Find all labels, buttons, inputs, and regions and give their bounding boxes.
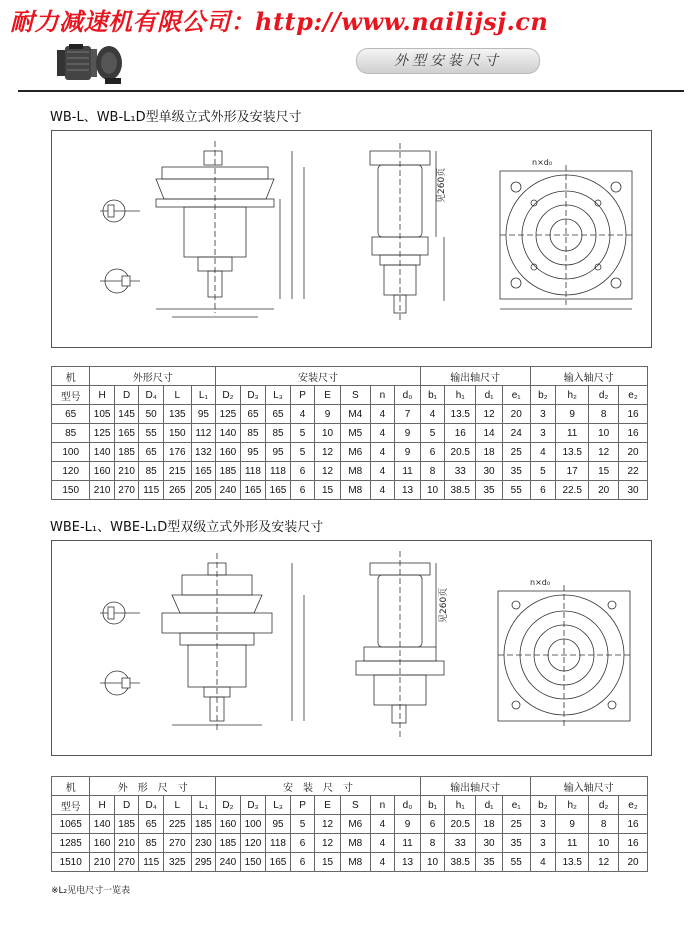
group-header-cell: 外 形 尺 寸 xyxy=(90,777,216,796)
table-cell: 12 xyxy=(315,462,341,481)
table-row xyxy=(52,462,648,481)
table-cell: 16 xyxy=(619,424,648,443)
table-cell: 4 xyxy=(420,405,445,424)
column-header-cell: b₁ xyxy=(420,386,445,405)
table-cell: 6 xyxy=(290,462,315,481)
table-cell: 4 xyxy=(370,834,395,853)
table-cell: 265 xyxy=(163,481,191,500)
table-cell: 225 xyxy=(163,815,191,834)
table-cell: 4 xyxy=(370,462,395,481)
table-row xyxy=(52,834,648,853)
table-cell: 165 xyxy=(266,481,291,500)
table-cell: 100 xyxy=(52,443,90,462)
section-1-drawing xyxy=(51,130,652,348)
table-cell: 20.5 xyxy=(445,443,476,462)
table-cell: M8 xyxy=(340,462,370,481)
table-cell: 17 xyxy=(556,462,589,481)
section-1-spec-table xyxy=(51,366,648,500)
table-cell: 210 xyxy=(90,853,115,872)
table-cell: 210 xyxy=(90,481,115,500)
column-header-cell: D xyxy=(114,796,139,815)
table-cell: 25 xyxy=(502,443,530,462)
section-2-title: WBE-L₁、WBE-L₁D型双级立式外形及安装尺寸 xyxy=(50,520,324,535)
table-cell: 3 xyxy=(530,424,556,443)
group-header-row xyxy=(52,777,648,796)
column-header-cell: L₃ xyxy=(266,386,291,405)
section-2-spec-table xyxy=(51,776,648,872)
table-cell: 185 xyxy=(216,462,241,481)
column-header-cell: d₁ xyxy=(476,796,503,815)
table-cell: 11 xyxy=(395,462,421,481)
table-cell: 270 xyxy=(114,481,139,500)
table-cell: 16 xyxy=(445,424,476,443)
table-row xyxy=(52,853,648,872)
footnote: ※L₂见电尺寸一览表 xyxy=(51,886,131,896)
table-cell: 95 xyxy=(266,443,291,462)
table-cell: 9 xyxy=(395,815,421,834)
table-cell: 125 xyxy=(216,405,241,424)
column-header-cell: d₀ xyxy=(395,386,421,405)
table-cell: 85 xyxy=(139,462,164,481)
table-cell: 240 xyxy=(216,853,241,872)
table-cell: 33 xyxy=(445,834,476,853)
table-cell: 10 xyxy=(420,481,445,500)
group-header-cell: 输出轴尺寸 xyxy=(420,777,530,796)
column-header-cell: d₁ xyxy=(476,386,503,405)
table-cell: 115 xyxy=(139,853,164,872)
table-cell: 11 xyxy=(395,834,421,853)
table-cell: 10 xyxy=(420,853,445,872)
table-cell: 325 xyxy=(163,853,191,872)
column-header-cell: L xyxy=(163,386,191,405)
table-cell: 4 xyxy=(370,405,395,424)
table-cell: 65 xyxy=(52,405,90,424)
column-header-cell: P xyxy=(290,796,315,815)
column-header-cell: b₂ xyxy=(530,796,556,815)
table-cell: 6 xyxy=(290,853,315,872)
table-cell: 85 xyxy=(139,834,164,853)
section-1-title: WB-L、WB-L₁D型单级立式外形及安装尺寸 xyxy=(50,110,302,125)
table-cell: 65 xyxy=(139,443,164,462)
column-header-cell: e₁ xyxy=(502,386,530,405)
column-header-cell: H xyxy=(90,796,115,815)
table-row xyxy=(52,443,648,462)
table-cell: 7 xyxy=(395,405,421,424)
column-header-cell: L₃ xyxy=(266,796,291,815)
table-row xyxy=(52,481,648,500)
table-cell: 55 xyxy=(502,853,530,872)
table-row xyxy=(52,424,648,443)
table-cell: 5 xyxy=(530,462,556,481)
group-header-cell: 输入轴尺寸 xyxy=(530,777,647,796)
column-header-cell: D₃ xyxy=(240,796,266,815)
table-cell: 6 xyxy=(420,815,445,834)
column-header-cell: h₂ xyxy=(556,796,589,815)
table-cell: 20 xyxy=(589,481,619,500)
table-cell: 4 xyxy=(370,481,395,500)
table-cell: 140 xyxy=(90,443,115,462)
table-cell: 35 xyxy=(476,853,503,872)
header-rule xyxy=(18,90,684,92)
table-cell: 12 xyxy=(589,853,619,872)
table-cell: 240 xyxy=(216,481,241,500)
table-cell: 140 xyxy=(90,815,115,834)
table-cell: 270 xyxy=(163,834,191,853)
table-row xyxy=(52,405,648,424)
table-cell: 10 xyxy=(589,424,619,443)
column-header-cell: h₁ xyxy=(445,796,476,815)
table-cell: M6 xyxy=(340,815,370,834)
table-cell: 95 xyxy=(240,443,266,462)
table-cell: 50 xyxy=(139,405,164,424)
column-header-cell: b₂ xyxy=(530,386,556,405)
table-cell: 25 xyxy=(502,815,530,834)
table-cell: 4 xyxy=(370,815,395,834)
table-cell: 20 xyxy=(502,405,530,424)
column-header-cell: h₁ xyxy=(445,386,476,405)
table-cell: 185 xyxy=(216,834,241,853)
table-cell: 5 xyxy=(420,424,445,443)
table-cell: 5 xyxy=(290,424,315,443)
table-cell: 4 xyxy=(530,853,556,872)
table-cell: 165 xyxy=(191,462,216,481)
table-cell: 4 xyxy=(370,853,395,872)
table-cell: 150 xyxy=(240,853,266,872)
table-cell: 8 xyxy=(420,834,445,853)
table-cell: 160 xyxy=(90,834,115,853)
group-header-cell: 机 xyxy=(52,777,90,796)
column-header-cell: L₁ xyxy=(191,796,216,815)
table-cell: 9 xyxy=(556,815,589,834)
table-cell: 14 xyxy=(476,424,503,443)
table-cell: 1285 xyxy=(52,834,90,853)
table-cell: 105 xyxy=(90,405,115,424)
table-cell: 210 xyxy=(114,834,139,853)
table-cell: 85 xyxy=(240,424,266,443)
column-header-cell: P xyxy=(290,386,315,405)
column-header-cell: D xyxy=(114,386,139,405)
column-header-cell: e₂ xyxy=(619,796,648,815)
table-cell: 9 xyxy=(395,424,421,443)
table-cell: 118 xyxy=(240,462,266,481)
column-header-cell: D₃ xyxy=(240,386,266,405)
table-cell: 9 xyxy=(315,405,341,424)
table-cell: 9 xyxy=(556,405,589,424)
table-cell: 65 xyxy=(266,405,291,424)
column-header-cell: 型号 xyxy=(52,386,90,405)
table-cell: 4 xyxy=(370,443,395,462)
header-tag-label: 外型安装尺寸 xyxy=(394,53,502,69)
table-cell: 270 xyxy=(114,853,139,872)
table-cell: 65 xyxy=(139,815,164,834)
table-cell: M8 xyxy=(340,481,370,500)
table-cell: 3 xyxy=(530,405,556,424)
group-header-cell: 安装尺寸 xyxy=(216,367,421,386)
table-cell: 13 xyxy=(395,853,421,872)
column-header-cell: b₁ xyxy=(420,796,445,815)
table-cell: 1510 xyxy=(52,853,90,872)
table-cell: 12 xyxy=(589,443,619,462)
table-cell: 22.5 xyxy=(556,481,589,500)
table-cell: 118 xyxy=(266,462,291,481)
column-header-cell: H xyxy=(90,386,115,405)
table-cell: 35 xyxy=(502,834,530,853)
table-cell: 55 xyxy=(139,424,164,443)
table-cell: 30 xyxy=(476,462,503,481)
table-cell: 16 xyxy=(619,405,648,424)
column-header-cell: D₂ xyxy=(216,796,241,815)
bolt-hole-label: n×d₀ xyxy=(532,158,553,167)
group-header-cell: 机 xyxy=(52,367,90,386)
table-cell: 11 xyxy=(556,424,589,443)
table-cell: 20 xyxy=(619,853,648,872)
table-cell: 12 xyxy=(476,405,503,424)
table-cell: 132 xyxy=(191,443,216,462)
table-cell: 6 xyxy=(290,481,315,500)
table-cell: 12 xyxy=(315,443,341,462)
table-cell: 18 xyxy=(476,815,503,834)
table-cell: 22 xyxy=(619,462,648,481)
table-cell: 13 xyxy=(395,481,421,500)
table-cell: 18 xyxy=(476,443,503,462)
column-header-row xyxy=(52,796,648,815)
table-cell: 10 xyxy=(315,424,341,443)
table-cell: 210 xyxy=(114,462,139,481)
column-header-cell: e₂ xyxy=(619,386,648,405)
table-cell: 100 xyxy=(240,815,266,834)
table-cell: 15 xyxy=(589,462,619,481)
reducer-motor-icon xyxy=(55,40,127,86)
table-cell: 215 xyxy=(163,462,191,481)
table-cell: 185 xyxy=(114,443,139,462)
table-cell: 150 xyxy=(163,424,191,443)
column-header-cell: n xyxy=(370,386,395,405)
table-cell: 12 xyxy=(315,834,341,853)
table-cell: M8 xyxy=(340,834,370,853)
table-cell: 12 xyxy=(315,815,341,834)
see-page-note: 见260页 xyxy=(439,587,449,623)
table-cell: 125 xyxy=(90,424,115,443)
table-cell: 185 xyxy=(114,815,139,834)
group-header-cell: 输出轴尺寸 xyxy=(420,367,530,386)
table-cell: M8 xyxy=(340,853,370,872)
column-header-cell: E xyxy=(315,386,341,405)
table-cell: 230 xyxy=(191,834,216,853)
table-cell: 10 xyxy=(589,834,619,853)
column-header-cell: E xyxy=(315,796,341,815)
column-header-row xyxy=(52,386,648,405)
single-stage-outline-drawing xyxy=(52,131,651,347)
column-header-cell: d₂ xyxy=(589,386,619,405)
table-cell: 85 xyxy=(266,424,291,443)
table-cell: 3 xyxy=(530,815,556,834)
section-2-drawing xyxy=(51,540,652,756)
column-header-cell: L₁ xyxy=(191,386,216,405)
table-cell: 85 xyxy=(52,424,90,443)
table-cell: 13.5 xyxy=(556,443,589,462)
column-header-cell: D₄ xyxy=(139,386,164,405)
table-cell: 30 xyxy=(476,834,503,853)
group-header-cell: 外形尺寸 xyxy=(90,367,216,386)
table-cell: 165 xyxy=(266,853,291,872)
see-page-note: 见260页 xyxy=(437,167,447,203)
table-cell: 65 xyxy=(240,405,266,424)
table-cell: 135 xyxy=(163,405,191,424)
table-cell: 5 xyxy=(290,443,315,462)
table-cell: 9 xyxy=(395,443,421,462)
table-cell: 15 xyxy=(315,481,341,500)
column-header-cell: e₁ xyxy=(502,796,530,815)
table-cell: 4 xyxy=(370,424,395,443)
table-cell: 13.5 xyxy=(445,405,476,424)
table-cell: M6 xyxy=(340,443,370,462)
table-cell: 55 xyxy=(502,481,530,500)
table-cell: 205 xyxy=(191,481,216,500)
column-header-cell: n xyxy=(370,796,395,815)
table-cell: 112 xyxy=(191,424,216,443)
table-cell: 38.5 xyxy=(445,853,476,872)
table-cell: M5 xyxy=(340,424,370,443)
table-cell: 16 xyxy=(619,834,648,853)
table-cell: 5 xyxy=(290,815,315,834)
table-cell: 30 xyxy=(619,481,648,500)
table-cell: 1065 xyxy=(52,815,90,834)
table-cell: 165 xyxy=(114,424,139,443)
table-cell: 150 xyxy=(52,481,90,500)
table-cell: 6 xyxy=(420,443,445,462)
table-cell: 185 xyxy=(191,815,216,834)
table-cell: 20 xyxy=(619,443,648,462)
table-cell: 295 xyxy=(191,853,216,872)
table-cell: 8 xyxy=(589,405,619,424)
column-header-cell: D₄ xyxy=(139,796,164,815)
table-cell: 20.5 xyxy=(445,815,476,834)
table-cell: 35 xyxy=(476,481,503,500)
table-cell: 8 xyxy=(420,462,445,481)
column-header-cell: h₂ xyxy=(556,386,589,405)
table-cell: 38.5 xyxy=(445,481,476,500)
group-header-cell: 输入轴尺寸 xyxy=(530,367,647,386)
column-header-cell: S xyxy=(340,796,370,815)
group-header-cell: 安 装 尺 寸 xyxy=(216,777,421,796)
table-cell: 3 xyxy=(530,834,556,853)
group-header-row xyxy=(52,367,648,386)
table-cell: 140 xyxy=(216,424,241,443)
column-header-cell: D₂ xyxy=(216,386,241,405)
column-header-cell: L xyxy=(163,796,191,815)
table-cell: 15 xyxy=(315,853,341,872)
table-cell: 33 xyxy=(445,462,476,481)
table-cell: 160 xyxy=(90,462,115,481)
table-cell: 6 xyxy=(290,834,315,853)
table-cell: 13.5 xyxy=(556,853,589,872)
company-banner: 耐力减速机有限公司：http://www.nailijsj.cn xyxy=(10,7,549,36)
table-cell: 165 xyxy=(240,481,266,500)
table-cell: 35 xyxy=(502,462,530,481)
table-cell: 120 xyxy=(52,462,90,481)
column-header-cell: d₀ xyxy=(395,796,421,815)
table-cell: 160 xyxy=(216,815,241,834)
column-header-cell: d₂ xyxy=(589,796,619,815)
table-cell: 95 xyxy=(266,815,291,834)
table-cell: 8 xyxy=(589,815,619,834)
table-cell: 145 xyxy=(114,405,139,424)
table-cell: 4 xyxy=(290,405,315,424)
column-header-cell: S xyxy=(340,386,370,405)
table-cell: 118 xyxy=(266,834,291,853)
table-cell: M4 xyxy=(340,405,370,424)
column-header-cell: 型号 xyxy=(52,796,90,815)
table-cell: 11 xyxy=(556,834,589,853)
table-cell: 176 xyxy=(163,443,191,462)
table-row xyxy=(52,815,648,834)
table-cell: 4 xyxy=(530,443,556,462)
table-cell: 24 xyxy=(502,424,530,443)
table-cell: 120 xyxy=(240,834,266,853)
bolt-hole-label: n×d₀ xyxy=(530,578,551,587)
section-header-tag xyxy=(356,48,540,74)
table-cell: 95 xyxy=(191,405,216,424)
table-cell: 16 xyxy=(619,815,648,834)
table-cell: 115 xyxy=(139,481,164,500)
table-cell: 160 xyxy=(216,443,241,462)
table-cell: 6 xyxy=(530,481,556,500)
double-stage-outline-drawing xyxy=(52,541,651,755)
